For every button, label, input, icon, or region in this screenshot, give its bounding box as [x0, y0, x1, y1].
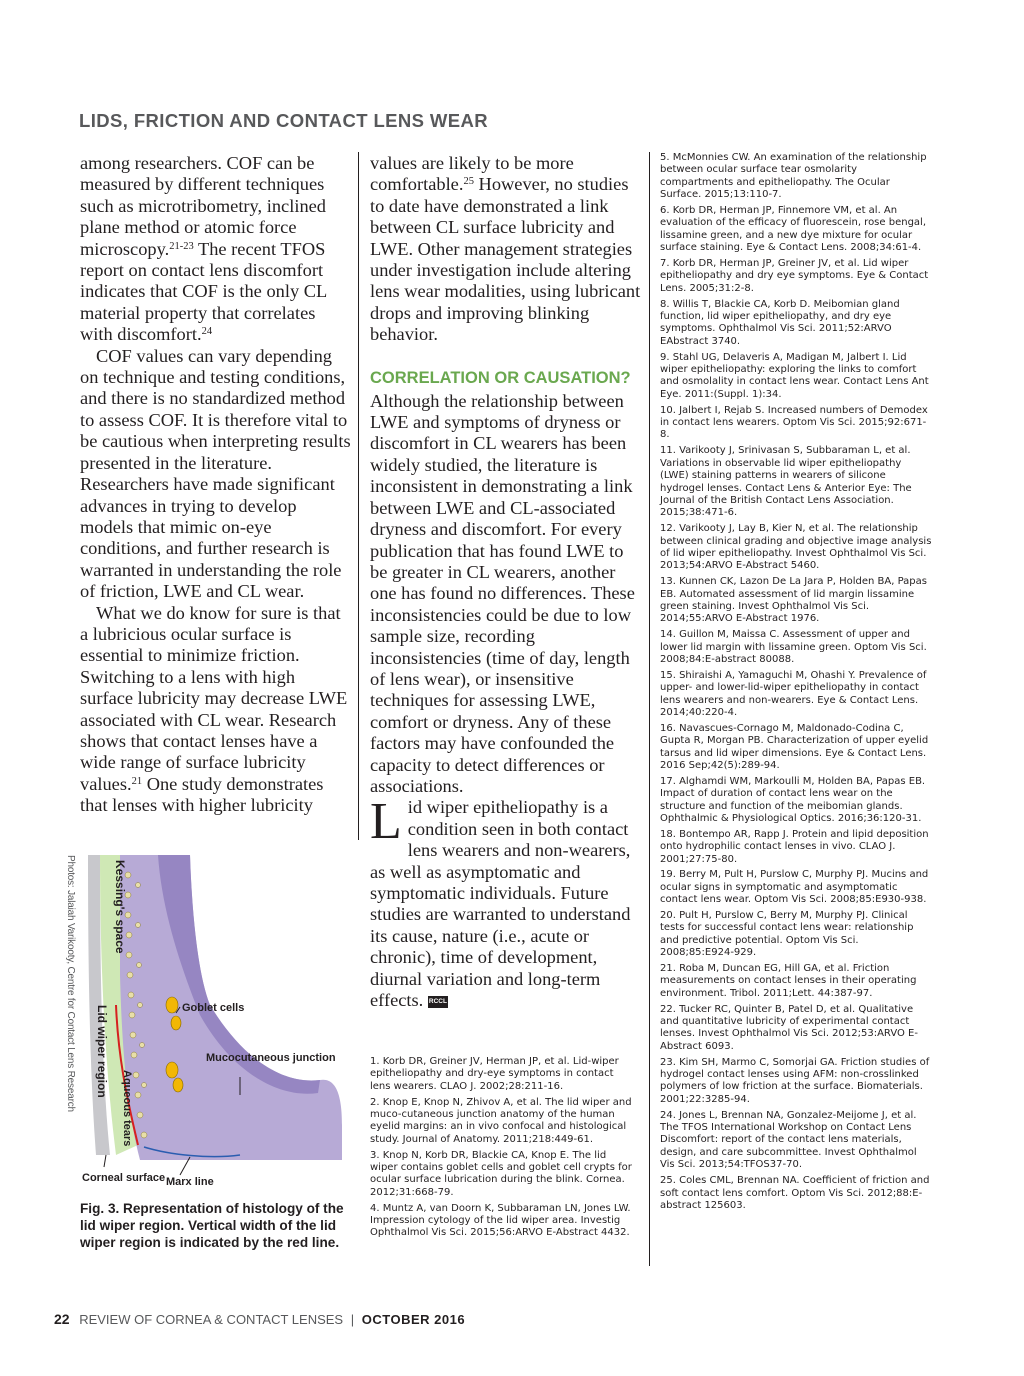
paragraph: COF values can vary depending on technique and testing conditions, and there is no standardized method to assess COF. It is therefore vital to be cautious when interpreting results presented in the literature. Researchers have made significant advances in trying to develop models that mimic on-eye conditions, and further research is warranted in understanding the role of friction, LWE and CL wear.	[80, 345, 351, 602]
label-goblet-cells: Goblet cells	[182, 1002, 245, 1014]
reference-item: 4. Muntz A, van Doorn K, Subbaraman LN, Jones LW. Impression cytology of the lid wiper area. Investig Ophthalmol Vis Sci. 2015;56:ARVO E-Abstract 4432.	[370, 1202, 631, 1239]
reference-item: 11. Varikooty J, Srinivasan S, Subbaraman L, et al. Variations in observable lid wiper epitheliopathy (LWE) staining patterns in wearers of silicone hydrogel lenses. Contact Lens & Anterior Eye: The Journal of the British Contact Lens Association. 2015;38:471-6.	[660, 445, 912, 519]
reference-item: 10. Jalbert I, Rejab S. Increased numbers of Demodex in contact lens wearers. Optom Vis Sci. 2015;92:671-8.	[660, 404, 928, 441]
label-corneal-surface: Corneal surface	[82, 1172, 166, 1184]
reference-item: 13. Kunnen CK, Lazon De La Jara P, Holden BA, Papas EB. Automated assessment of lid margin lissamine green staining. Invest Ophthalmol Vis Sci. 2014;55:ARVO E-Abstract 1976.	[660, 576, 927, 625]
reference-item: 3. Knop N, Korb DR, Blackie CA, Knop E. The lid wiper contains goblet cells and goblet cell crypts for ocular surface lubrication during the blink. Cornea. 2012;31:668-79.	[370, 1149, 632, 1198]
figure-caption: Fig. 3. Representation of histology of the lid wiper region. Vertical width of the lid wiper region is indicated by the red line.	[80, 1201, 344, 1251]
reference-item: 5. McMonnies CW. An examination of the relationship between ocular surface tear osmolarity compartments and epitheliopathy. The Ocular Surface. 2015;13:110-7.	[660, 152, 927, 201]
label-mucocutaneous: Mucocutaneous junction	[206, 1052, 336, 1064]
paragraph: Although the relationship between LWE and symptoms of dryness or discomfort in CL wearers has been widely studied, the literature is inconsistent in demonstrating a link between LWE and CL-associated dryness and discomfort. For every publication that has found LWE to be greater in CL wearers, another one has found no differences. These inconsistencies could be due to low sample size, recording inconsistencies (time of day, length of lens wear), or insensitive techniques for assessing LWE, comfort or dryness. Any of these factors may have confounded the capacity to detect differences or associations.	[370, 390, 635, 796]
column-divider	[649, 152, 650, 1266]
label-aqueous-tears: Aqueous tears	[121, 1070, 133, 1147]
issue-date: OCTOBER 2016	[361, 1312, 466, 1327]
section-heading: CORRELATION OR CAUSATION?	[370, 368, 631, 387]
publication-name: REVIEW OF CORNEA & CONTACT LENSES	[79, 1312, 344, 1327]
reference-item: 9. Stahl UG, Delaveris A, Madigan M, Jalbert I. Lid wiper epitheliopathy: exploring the links to comfort and osmolality in contact lens wear. Contact Lens Ant Eye. 2011:(Suppl. 1):34.	[660, 351, 929, 400]
reference-item: 7. Korb DR, Herman JP, Greiner JV, et al. Lid wiper epitheliopathy and dry eye symptoms. Eye & Contact Lens. 2005;31:2-8.	[660, 258, 929, 294]
page-footer	[54, 1311, 654, 1327]
column-divider	[358, 152, 359, 840]
paragraph: What we do know for sure is that a lubricious ocular surface is essential to minimize friction. Switching to a lens with high surface lubricity may decrease LWE associated with CL wear. Research shows that contact lenses have a wide range of surface lubricity values.$^{21}$ One study demonstrates that lenses with higher lubricity	[80, 602, 348, 816]
histology-figure	[80, 855, 350, 1195]
reference-item: 12. Varikooty J, Lay B, Kier N, et al. The relationship between clinical grading and objective image analysis of lid wiper epitheliopathy. Invest Ophthalmol Vis Sci. 2013;54:ARVO E-Abstract 5460.	[660, 523, 932, 572]
reference-item: 25. Coles CML, Brennan NA. Coefficient of friction and soft contact lens comfort. Optom Vis Sci. 2012;88:E-abstract 125603.	[660, 1175, 930, 1211]
footer-separator: |	[350, 1312, 355, 1327]
reference-item: 18. Bontempo AR, Rapp J. Protein and lipid deposition onto hydrophilic contact lenses in vivo. CLAO J. 2001;27:75-80.	[660, 828, 929, 865]
label-marx-line: Marx line	[166, 1176, 214, 1188]
references-list-part-2	[660, 152, 932, 1216]
reference-item: 15. Shiraishi A, Yamaguchi M, Ohashi Y. Prevalence of upper- and lower-lid-wiper epitheliopathy in contact lens wearers and non-wearers. Eye & Contact Lens. 2014;40:220-4.	[660, 669, 927, 718]
reference-item: 1. Korb DR, Greiner JV, Herman JP, et al. Lid-wiper epitheliopathy and dry-eye symptoms in contact lens wearers. CLAO J. 2002;28:211-16.	[370, 1056, 619, 1092]
citation: 25	[463, 176, 474, 188]
label-lid-wiper-region: Lid wiper region	[95, 1005, 109, 1098]
body-column-1	[80, 153, 352, 817]
label-kessings-space: Kessing's space	[113, 860, 127, 954]
reference-item: 2. Knop E, Knop N, Zhivov A, et al. The lid wiper and muco-cutaneous junction anatomy of the human eyelid margins: an in vivo confocal and histological study. Journal of Anatomy. 2011;218:449-61.	[370, 1096, 632, 1145]
references-list-part-1	[370, 1056, 634, 1243]
paragraph: values are likely to be more comfortable.$^{25}$ However, no studies to date have demonstrated a link between CL surface lubricity and LWE. Other management strategies under investigation include altering lens wear modalities, using lubricant drops and improving blinking behavior.	[370, 153, 641, 345]
reference-item: 8. Willis T, Blackie CA, Korb D. Meibomian gland function, lid wiper epitheliopathy, and dry eye symptoms. Ophthalmol Vis Sci. 2011;52:ARVO EAbstract 3740.	[660, 298, 900, 347]
page-number: 22	[54, 1311, 70, 1327]
reference-item: 14. Guillon M, Maissa C. Assessment of upper and lower lid margin with lissamine green. Optom Vis Sci. 2008;84:E-abstract 80088.	[660, 629, 927, 665]
reference-item: 20. Pult H, Purslow C, Berry M, Murphy PJ. Clinical tests for successful contact lens wear: relationship and predictive potential. Optom Vis Sci. 2008;85:E924-929.	[660, 910, 914, 959]
reference-item: 17. Alghamdi WM, Markoulli M, Holden BA, Papas EB. Impact of duration of contact lens wear on the structure and function of the meibomian glands. Ophthalmic & Physiological Optics. 2016;36:120-31.	[660, 775, 926, 824]
citation: 21	[131, 775, 143, 787]
reference-item: 16. Navascues-Cornago M, Maldonado-Codina C, Gupta R, Morgan PB. Characterization of upper eyelid tarsus and lid wiper dimensions. Eye & Contact Lens. 2016 Sep;42(5):289-94.	[660, 722, 929, 771]
reference-item: 23. Kim SH, Marmo C, Somorjai GA. Friction studies of hydrogel contact lenses using AFM: non-crosslinked polymers of low friction at the surface. Biomaterials. 2001;22:3285-94.	[660, 1056, 930, 1105]
body-column-2	[370, 153, 642, 1011]
reference-item: 19. Berry M, Pult H, Purslow C, Murphy PJ. Mucins and ocular signs in symptomatic and asymptomatic contact lens wear. Optom Vis Sci. 2008;85:E930-938.	[660, 869, 929, 906]
citation: 24	[201, 326, 213, 338]
running-header: LIDS, FRICTION AND CONTACT LENS WEAR	[79, 110, 489, 131]
photo-credit: Photos: Jalaiah Varikooty, Centre for Contact Lens Research	[65, 855, 76, 1112]
reference-item: 21. Roba M, Duncan EG, Hill GA, et al. Friction measurements on contact lenses in their operating environment. Tribol. 2011;Lett. 44:387-97.	[660, 963, 917, 999]
end-mark-logo: RCCL	[428, 996, 448, 1008]
drop-cap: L	[370, 793, 402, 851]
reference-item: 22. Tucker RC, Quinter B, Patel D, et al. Qualitative and quantitative lubricity of experimental contact lenses. Invest Ophthalmol Vis Sci. 2012;53:ARVO E-Abstract 6093.	[660, 1003, 918, 1052]
reference-item: 24. Jones L, Brennan NA, Gonzalez-Meijome J, et al. The TFOS International Workshop on Contact Lens Discomfort: report of the contact lens materials, design, and care subcommittee. Invest Ophthalmol Vis Sci. 2013;54:TFOS37-70.	[660, 1109, 917, 1171]
reference-item: 6. Korb DR, Herman JP, Finnemore VM, et al. An evaluation of the efficacy of fluorescein, rose bengal, lissamine green, and a new dye mixture for ocular surface staining. Eye & Contact Lens. 2008;34:61-4.	[660, 205, 926, 254]
citation: 21-23	[169, 240, 194, 252]
paragraph: among researchers. COF can be measured by different techniques such as microtribometry, inclined plane method or atomic force microscopy.$^{21-23}$ The recent TFOS report on contact lens discomfort indicates that COF is the only CL material property that correlates with discomfort.$^{24}$	[80, 153, 327, 345]
pull-quote: Lid wiper epitheliopathy is a condition seen in both contact lens wearers and non-wearers, as well as asymptomatic and symptomatic individuals. Future studies are warranted to understand its cause, nature (i.e., acute or chronic), time of development, diurnal variation and long-term effects. RCCL	[370, 793, 631, 1011]
